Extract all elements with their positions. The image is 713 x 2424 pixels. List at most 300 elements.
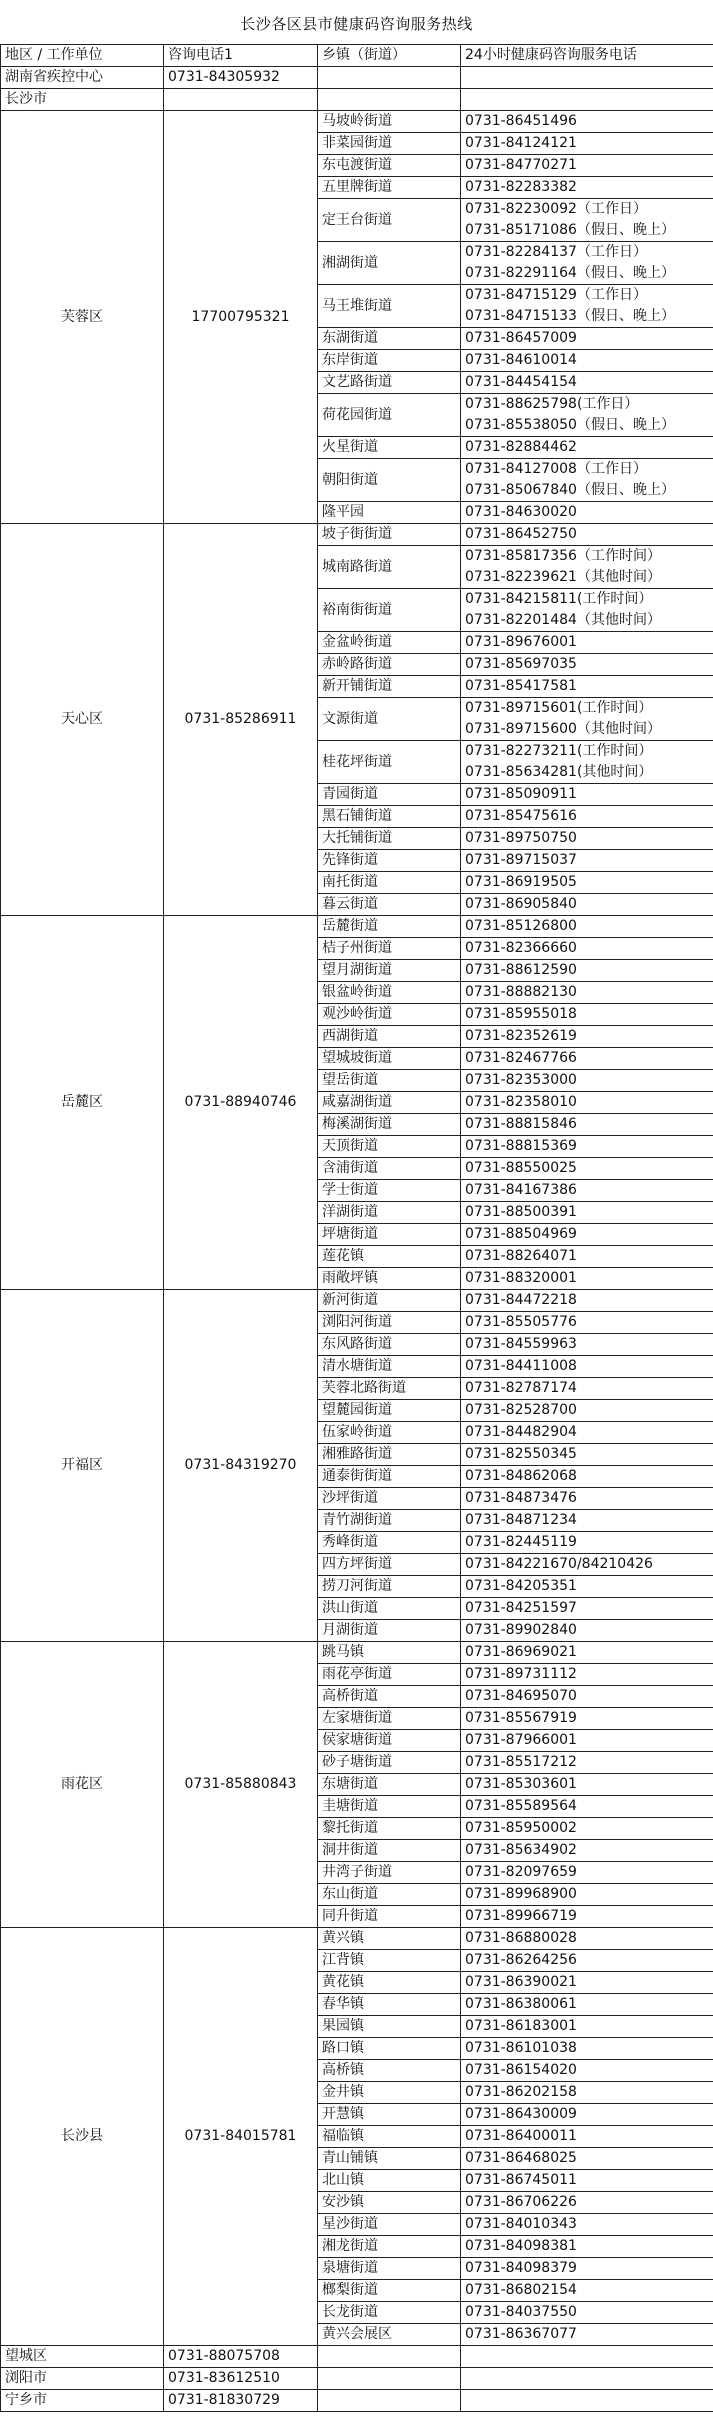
township-phone	[461, 1532, 713, 1554]
township-phone	[461, 2126, 713, 2148]
township-phone	[461, 437, 713, 459]
township-phone	[461, 2104, 713, 2126]
township-name: 捞刀河街道	[318, 1576, 461, 1598]
district-name: 天心区	[1, 524, 164, 916]
district-phone: 0731-81830729	[164, 2390, 318, 2412]
township-name: 沙坪街道	[318, 1488, 461, 1510]
township-name: 南托街道	[318, 872, 461, 894]
township-name: 跳马镇	[318, 1642, 461, 1664]
district-name: 雨花区	[1, 1642, 164, 1928]
township-name: 湘湖街道	[318, 242, 461, 285]
township-name: 望岳街道	[318, 1070, 461, 1092]
township-phone	[461, 2324, 713, 2346]
phone-line: 0731-86400011	[465, 2128, 577, 2144]
township-name: 东风路街道	[318, 1334, 461, 1356]
township-phone	[461, 894, 713, 916]
phone-line: 0731-84411008	[465, 1358, 577, 1374]
header-phone1: 咨询电话1	[164, 45, 318, 67]
district-name: 长沙县	[1, 1928, 164, 2346]
phone-line: 0731-82273211(工作时间）	[465, 743, 653, 759]
township-phone	[461, 1070, 713, 1092]
phone-line: 0731-84695070	[465, 1688, 577, 1704]
township-phone	[461, 741, 713, 784]
phone-line: 0731-86430009	[465, 2106, 577, 2122]
township-phone	[461, 350, 713, 372]
township-phone	[461, 1686, 713, 1708]
phone-line: 0731-86457009	[465, 330, 577, 346]
township-phone	[461, 2280, 713, 2302]
phone-line: 0731-84251597	[465, 1600, 577, 1616]
township-name: 安沙镇	[318, 2192, 461, 2214]
phone-line: 0731-86380061	[465, 1996, 577, 2012]
phone-line: 0731-86919505	[465, 874, 577, 890]
township-phone	[461, 1664, 713, 1686]
township-phone	[461, 632, 713, 654]
phone-line: 0731-89676001	[465, 634, 577, 650]
township-name: 天顶街道	[318, 1136, 461, 1158]
township-name: 福临镇	[318, 2126, 461, 2148]
district-phone: 0731-85286911	[164, 524, 318, 916]
township-name: 伍家岭街道	[318, 1422, 461, 1444]
township-name: 洞井街道	[318, 1840, 461, 1862]
phone-line: 0731-82284137（工作日）	[465, 244, 647, 260]
township-name: 城南路街道	[318, 546, 461, 589]
township-name: 黑石铺街道	[318, 806, 461, 828]
phone-line: 0731-84472218	[465, 1292, 577, 1308]
hotline-table	[0, 44, 713, 2412]
phone-line: 0731-89750750	[465, 830, 577, 846]
township-phone	[461, 1620, 713, 1642]
table-row	[1, 524, 713, 546]
township-name: 路口镇	[318, 2038, 461, 2060]
township-phone	[461, 1862, 713, 1884]
township-name: 北山镇	[318, 2170, 461, 2192]
township-phone	[461, 1026, 713, 1048]
header-region: 地区 / 工作单位	[1, 45, 164, 67]
township-name: 五里牌街道	[318, 177, 461, 199]
township-phone	[461, 938, 713, 960]
township-name: 通泰街街道	[318, 1466, 461, 1488]
township-name: 开慧镇	[318, 2104, 461, 2126]
township-phone	[461, 1136, 713, 1158]
township-name: 马王堆街道	[318, 285, 461, 328]
district-name: 芙蓉区	[1, 111, 164, 524]
phone-line: 0731-84715129（工作日）	[465, 287, 647, 303]
table-row	[1, 916, 713, 938]
township-name: 荷花园街道	[318, 394, 461, 437]
phone-line: 0731-86745011	[465, 2172, 577, 2188]
township-name: 东岸街道	[318, 350, 461, 372]
district-phone: 0731-85880843	[164, 1642, 318, 1928]
phone-line: 0731-85171086（假日、晚上）	[465, 222, 675, 238]
phone-line: 0731-84630020	[465, 504, 577, 520]
township-name: 岳麓街道	[318, 916, 461, 938]
township-phone	[461, 2082, 713, 2104]
phone-line: 0731-82097659	[465, 1864, 577, 1880]
township-name: 桔子州街道	[318, 938, 461, 960]
township-phone	[461, 1752, 713, 1774]
township-phone	[461, 828, 713, 850]
phone-line: 0731-82787174	[465, 1380, 577, 1396]
township-name: 学士街道	[318, 1180, 461, 1202]
phone-line: 0731-86802154	[465, 2282, 577, 2298]
township-name: 黄兴镇	[318, 1928, 461, 1950]
province-row	[1, 67, 713, 89]
township-name: 青园街道	[318, 784, 461, 806]
phone-line: 0731-82528700	[465, 1402, 577, 1418]
township-phone	[461, 2060, 713, 2082]
township-name: 大托铺街道	[318, 828, 461, 850]
phone-line: 0731-85303601	[465, 1776, 577, 1792]
phone-line: 0731-84167386	[465, 1182, 577, 1198]
township-name: 洪山街道	[318, 1598, 461, 1620]
township-phone	[461, 2038, 713, 2060]
phone-line: 0731-86969021	[465, 1644, 577, 1660]
township-phone	[461, 916, 713, 938]
township-name: 春华镇	[318, 1994, 461, 2016]
table-row	[1, 2346, 713, 2368]
township-name: 先锋街道	[318, 850, 461, 872]
district-name: 宁乡市	[1, 2390, 164, 2412]
phone-line: 0731-82366660	[465, 940, 577, 956]
township-name: 洋湖街道	[318, 1202, 461, 1224]
district-phone: 0731-83612510	[164, 2368, 318, 2390]
phone-line: 0731-88320001	[465, 1270, 577, 1286]
township-phone	[461, 872, 713, 894]
township-name: 高桥街道	[318, 1686, 461, 1708]
phone-line: 0731-85950002	[465, 1820, 577, 1836]
township-phone	[461, 589, 713, 632]
township-name: 泉塘街道	[318, 2258, 461, 2280]
phone-line: 0731-84098379	[465, 2260, 577, 2276]
phone-line: 0731-88500391	[465, 1204, 577, 1220]
township-phone	[461, 372, 713, 394]
district-phone: 17700795321	[164, 111, 318, 524]
township-name: 高桥镇	[318, 2060, 461, 2082]
district-phone: 0731-84015781	[164, 1928, 318, 2346]
township-phone	[461, 1466, 713, 1488]
phone-line: 0731-85697035	[465, 656, 577, 672]
township-name: 坪塘街道	[318, 1224, 461, 1246]
township-name: 月湖街道	[318, 1620, 461, 1642]
township-phone	[461, 1884, 713, 1906]
phone-line: 0731-89731112	[465, 1666, 577, 1682]
township-phone	[461, 1994, 713, 2016]
township-phone	[461, 111, 713, 133]
phone-line: 0731-85955018	[465, 1006, 577, 1022]
township-name: 桂花坪街道	[318, 741, 461, 784]
phone-line: 0731-89715037	[465, 852, 577, 868]
township-name: 坡子街街道	[318, 524, 461, 546]
phone-line: 0731-84482904	[465, 1424, 577, 1440]
township-name: 咸嘉湖街道	[318, 1092, 461, 1114]
township-name: 莲花镇	[318, 1246, 461, 1268]
phone-line: 0731-88612590	[465, 962, 577, 978]
township-name: 观沙岭街道	[318, 1004, 461, 1026]
phone-line: 0731-86390021	[465, 1974, 577, 1990]
phone-line: 0731-86154020	[465, 2062, 577, 2078]
district-name: 望城区	[1, 2346, 164, 2368]
township-phone	[461, 1246, 713, 1268]
township-phone	[461, 1642, 713, 1664]
township-phone	[461, 328, 713, 350]
township-name: 黎托街道	[318, 1818, 461, 1840]
township-phone	[461, 1950, 713, 1972]
township-phone	[461, 1796, 713, 1818]
township-phone	[461, 2236, 713, 2258]
phone-line: 0731-82358010	[465, 1094, 577, 1110]
phone-line: 0731-85417581	[465, 678, 577, 694]
township-phone	[461, 2214, 713, 2236]
township-name: 同升街道	[318, 1906, 461, 1928]
township-name: 银盆岭街道	[318, 982, 461, 1004]
district-name: 浏阳市	[1, 2368, 164, 2390]
phone-line: 0731-88815846	[465, 1116, 577, 1132]
phone-line: 0731-89966719	[465, 1908, 577, 1924]
township-phone	[461, 960, 713, 982]
township-name: 赤岭路街道	[318, 654, 461, 676]
township-phone	[461, 1290, 713, 1312]
township-name: 东山街道	[318, 1884, 461, 1906]
phone-line: 0731-86202158	[465, 2084, 577, 2100]
township-phone	[461, 806, 713, 828]
phone-line: 0731-86264256	[465, 1952, 577, 1968]
township-phone	[461, 459, 713, 502]
phone-line: 0731-84098381	[465, 2238, 577, 2254]
township-name: 雨敞坪镇	[318, 1268, 461, 1290]
phone-line: 0731-85567919	[465, 1710, 577, 1726]
township-name: 青竹湖街道	[318, 1510, 461, 1532]
township-name: 非菜园街道	[318, 133, 461, 155]
township-phone	[461, 1334, 713, 1356]
township-name: 文艺路街道	[318, 372, 461, 394]
township-phone	[461, 784, 713, 806]
phone-line: 0731-86451496	[465, 113, 577, 129]
township-name: 湘龙街道	[318, 2236, 461, 2258]
township-phone	[461, 394, 713, 437]
township-phone	[461, 1972, 713, 1994]
phone-line: 0731-86706226	[465, 2194, 577, 2210]
township-phone	[461, 676, 713, 698]
township-phone	[461, 1312, 713, 1334]
phone-line: 0731-85475616	[465, 808, 577, 824]
phone-line: 0731-88504969	[465, 1226, 577, 1242]
phone-line: 0731-82283382	[465, 179, 577, 195]
phone-line: 0731-85517212	[465, 1754, 577, 1770]
township-phone	[461, 1004, 713, 1026]
township-phone	[461, 1180, 713, 1202]
phone-line: 0731-86452750	[465, 526, 577, 542]
township-phone	[461, 698, 713, 741]
township-phone	[461, 1268, 713, 1290]
township-name: 浏阳河街道	[318, 1312, 461, 1334]
phone-line: 0731-82445119	[465, 1534, 577, 1550]
township-phone	[461, 2016, 713, 2038]
township-phone	[461, 1840, 713, 1862]
township-name: 定王台街道	[318, 199, 461, 242]
township-phone	[461, 502, 713, 524]
township-phone	[461, 155, 713, 177]
city-name: 长沙市	[1, 89, 164, 111]
township-name: 长龙街道	[318, 2302, 461, 2324]
township-phone	[461, 133, 713, 155]
township-name: 金盆岭街道	[318, 632, 461, 654]
township-name: 隆平园	[318, 502, 461, 524]
township-phone	[461, 1906, 713, 1928]
phone-line: 0731-85538050（假日、晚上）	[465, 417, 675, 433]
township-name: 火星街道	[318, 437, 461, 459]
phone-line: 0731-84454154	[465, 374, 577, 390]
phone-line: 0731-88264071	[465, 1248, 577, 1264]
township-phone	[461, 2148, 713, 2170]
township-phone	[461, 1092, 713, 1114]
phone-line: 0731-82550345	[465, 1446, 577, 1462]
province-phone: 0731-84305932	[164, 67, 318, 89]
township-name: 望麓园街道	[318, 1400, 461, 1422]
township-name: 果园镇	[318, 2016, 461, 2038]
table-row	[1, 111, 713, 133]
district-phone: 0731-88075708	[164, 2346, 318, 2368]
township-phone	[461, 1114, 713, 1136]
township-phone	[461, 1158, 713, 1180]
phone-line: 0731-82467766	[465, 1050, 577, 1066]
township-name: 秀峰街道	[318, 1532, 461, 1554]
phone-line: 0731-85505776	[465, 1314, 577, 1330]
district-phone: 0731-84319270	[164, 1290, 318, 1642]
township-phone	[461, 1400, 713, 1422]
district-name: 岳麓区	[1, 916, 164, 1290]
township-phone	[461, 1444, 713, 1466]
phone-line: 0731-84221670/84210426	[465, 1556, 653, 1572]
phone-line: 0731-86101038	[465, 2040, 577, 2056]
phone-line: 0731-84862068	[465, 1468, 577, 1484]
township-name: 侯家塘街道	[318, 1730, 461, 1752]
table-row	[1, 2390, 713, 2412]
province-name: 湖南省疾控中心	[1, 67, 164, 89]
township-name: 星沙街道	[318, 2214, 461, 2236]
township-name: 马坡岭街道	[318, 111, 461, 133]
township-phone	[461, 1554, 713, 1576]
township-phone	[461, 654, 713, 676]
township-name: 西湖街道	[318, 1026, 461, 1048]
township-name: 暮云街道	[318, 894, 461, 916]
township-name: 东塘街道	[318, 1774, 461, 1796]
city-row	[1, 89, 713, 111]
phone-line: 0731-84205351	[465, 1578, 577, 1594]
township-phone	[461, 1598, 713, 1620]
township-phone	[461, 1488, 713, 1510]
phone-line: 0731-88882130	[465, 984, 577, 1000]
phone-line: 0731-84871234	[465, 1512, 577, 1528]
phone-line: 0731-82230092（工作日）	[465, 201, 647, 217]
header-24h-phone: 24小时健康码咨询服务电话	[461, 45, 713, 67]
phone-line: 0731-86468025	[465, 2150, 577, 2166]
township-phone	[461, 850, 713, 872]
phone-line: 0731-82239621（其他时间）	[465, 569, 661, 585]
township-name: 望月湖街道	[318, 960, 461, 982]
township-phone	[461, 199, 713, 242]
phone-line: 0731-88550025	[465, 1160, 577, 1176]
table-row	[1, 1642, 713, 1664]
phone-line: 0731-84873476	[465, 1490, 577, 1506]
phone-line: 0731-84010343	[465, 2216, 577, 2232]
township-name: 黄兴会展区	[318, 2324, 461, 2346]
township-name: 金井镇	[318, 2082, 461, 2104]
township-phone	[461, 1202, 713, 1224]
township-name: 梅溪湖街道	[318, 1114, 461, 1136]
phone-line: 0731-85817356（工作时间）	[465, 548, 661, 564]
phone-line: 0731-86905840	[465, 896, 577, 912]
township-phone	[461, 2258, 713, 2280]
phone-line: 0731-82352619	[465, 1028, 577, 1044]
township-name: 东屯渡街道	[318, 155, 461, 177]
phone-line: 0731-89902840	[465, 1622, 577, 1638]
township-phone	[461, 1818, 713, 1840]
header-row	[1, 45, 713, 67]
township-phone	[461, 1928, 713, 1950]
township-phone	[461, 1774, 713, 1796]
township-phone	[461, 982, 713, 1004]
phone-line: 0731-84559963	[465, 1336, 577, 1352]
township-name: 东湖街道	[318, 328, 461, 350]
phone-line: 0731-86367077	[465, 2326, 577, 2342]
phone-line: 0731-86183001	[465, 2018, 577, 2034]
township-phone	[461, 524, 713, 546]
township-name: 望城坡街道	[318, 1048, 461, 1070]
phone-line: 0731-84610014	[465, 352, 577, 368]
phone-line: 0731-82291164（假日、晚上）	[465, 265, 675, 281]
phone-line: 0731-82201484（其他时间）	[465, 612, 661, 628]
phone-line: 0731-87966001	[465, 1732, 577, 1748]
district-name: 开福区	[1, 1290, 164, 1642]
township-name: 左家塘街道	[318, 1708, 461, 1730]
township-name: 榔梨街道	[318, 2280, 461, 2302]
township-phone	[461, 242, 713, 285]
phone-line: 0731-84037550	[465, 2304, 577, 2320]
phone-line: 0731-85634902	[465, 1842, 577, 1858]
township-name: 黄花镇	[318, 1972, 461, 1994]
township-phone	[461, 1576, 713, 1598]
township-name: 裕南街街道	[318, 589, 461, 632]
township-name: 新河街道	[318, 1290, 461, 1312]
township-name: 圭塘街道	[318, 1796, 461, 1818]
district-phone: 0731-88940746	[164, 916, 318, 1290]
phone-line: 0731-88625798(工作日）	[465, 396, 639, 412]
table-row	[1, 1290, 713, 1312]
phone-line: 0731-84124121	[465, 135, 577, 151]
township-phone	[461, 1510, 713, 1532]
phone-line: 0731-86880028	[465, 1930, 577, 1946]
township-name: 芙蓉北路街道	[318, 1378, 461, 1400]
township-phone	[461, 285, 713, 328]
phone-line: 0731-85090911	[465, 786, 577, 802]
phone-line: 0731-85126800	[465, 918, 577, 934]
phone-line: 0731-89968900	[465, 1886, 577, 1902]
township-phone	[461, 1422, 713, 1444]
phone-line: 0731-82884462	[465, 439, 577, 455]
township-phone	[461, 177, 713, 199]
phone-line: 0731-85634281(其他时间）	[465, 764, 653, 780]
phone-line: 0731-88815369	[465, 1138, 577, 1154]
phone-line: 0731-89715600（其他时间）	[465, 721, 661, 737]
township-name: 湘雅路街道	[318, 1444, 461, 1466]
header-township: 乡镇（街道）	[318, 45, 461, 67]
township-phone	[461, 1708, 713, 1730]
phone-line: 0731-85067840（假日、晚上）	[465, 482, 675, 498]
table-row	[1, 2368, 713, 2390]
phone-line: 0731-84215811(工作时间）	[465, 591, 653, 607]
township-phone	[461, 546, 713, 589]
